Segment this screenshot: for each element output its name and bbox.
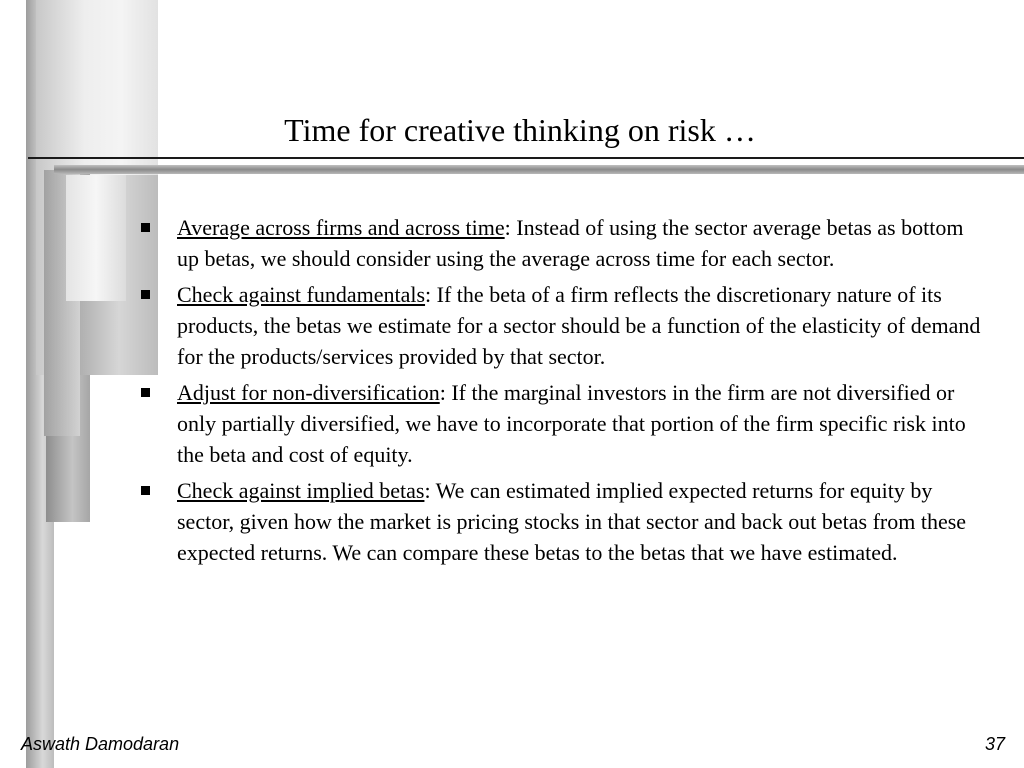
bullet-list	[140, 212, 990, 573]
bullet-text: : If the marginal investors in the firm are not diversified or only partially diversified, we have to incorporate that portion of the firm specific risk into the beta and cost of equity.	[177, 380, 966, 467]
bullet-item	[140, 475, 990, 568]
bullet-item	[140, 212, 990, 274]
square-bullet-icon	[141, 486, 150, 495]
square-bullet-icon	[141, 388, 150, 397]
bullet-heading: Check against implied betas	[177, 478, 425, 503]
page-number: 37	[984, 734, 1005, 754]
square-bullet-icon	[141, 223, 150, 232]
bullet-item	[140, 377, 990, 470]
bullet-text: : If the beta of a firm reflects the discretionary nature of its products, the betas we estimate for a sector should be a function of the elasticity of demand for the products/services provided by that sector.	[177, 282, 981, 369]
title-divider-bar	[54, 165, 1024, 174]
bullet-text: : We can estimated implied expected returns for equity by sector, given how the market is pricing stocks in that sector and back out betas from these expected returns. We can compare these betas to the betas that we have estimated.	[177, 478, 967, 565]
square-bullet-icon	[141, 290, 150, 299]
footer-author: Aswath Damodaran	[21, 734, 180, 754]
title-divider-line	[28, 157, 1024, 159]
bullet-heading: Adjust for non-diversification	[177, 380, 440, 405]
slide-title: Time for creative thinking on risk …	[284, 112, 756, 148]
bullet-heading: Check against fundamentals	[177, 282, 426, 307]
bullet-item	[140, 279, 990, 372]
bullet-heading: Average across firms and across time	[177, 215, 505, 240]
decorative-bar	[66, 175, 126, 301]
bullet-text: : Instead of using the sector average betas as bottom up betas, we should consider using the average across time for each sector.	[177, 215, 964, 271]
